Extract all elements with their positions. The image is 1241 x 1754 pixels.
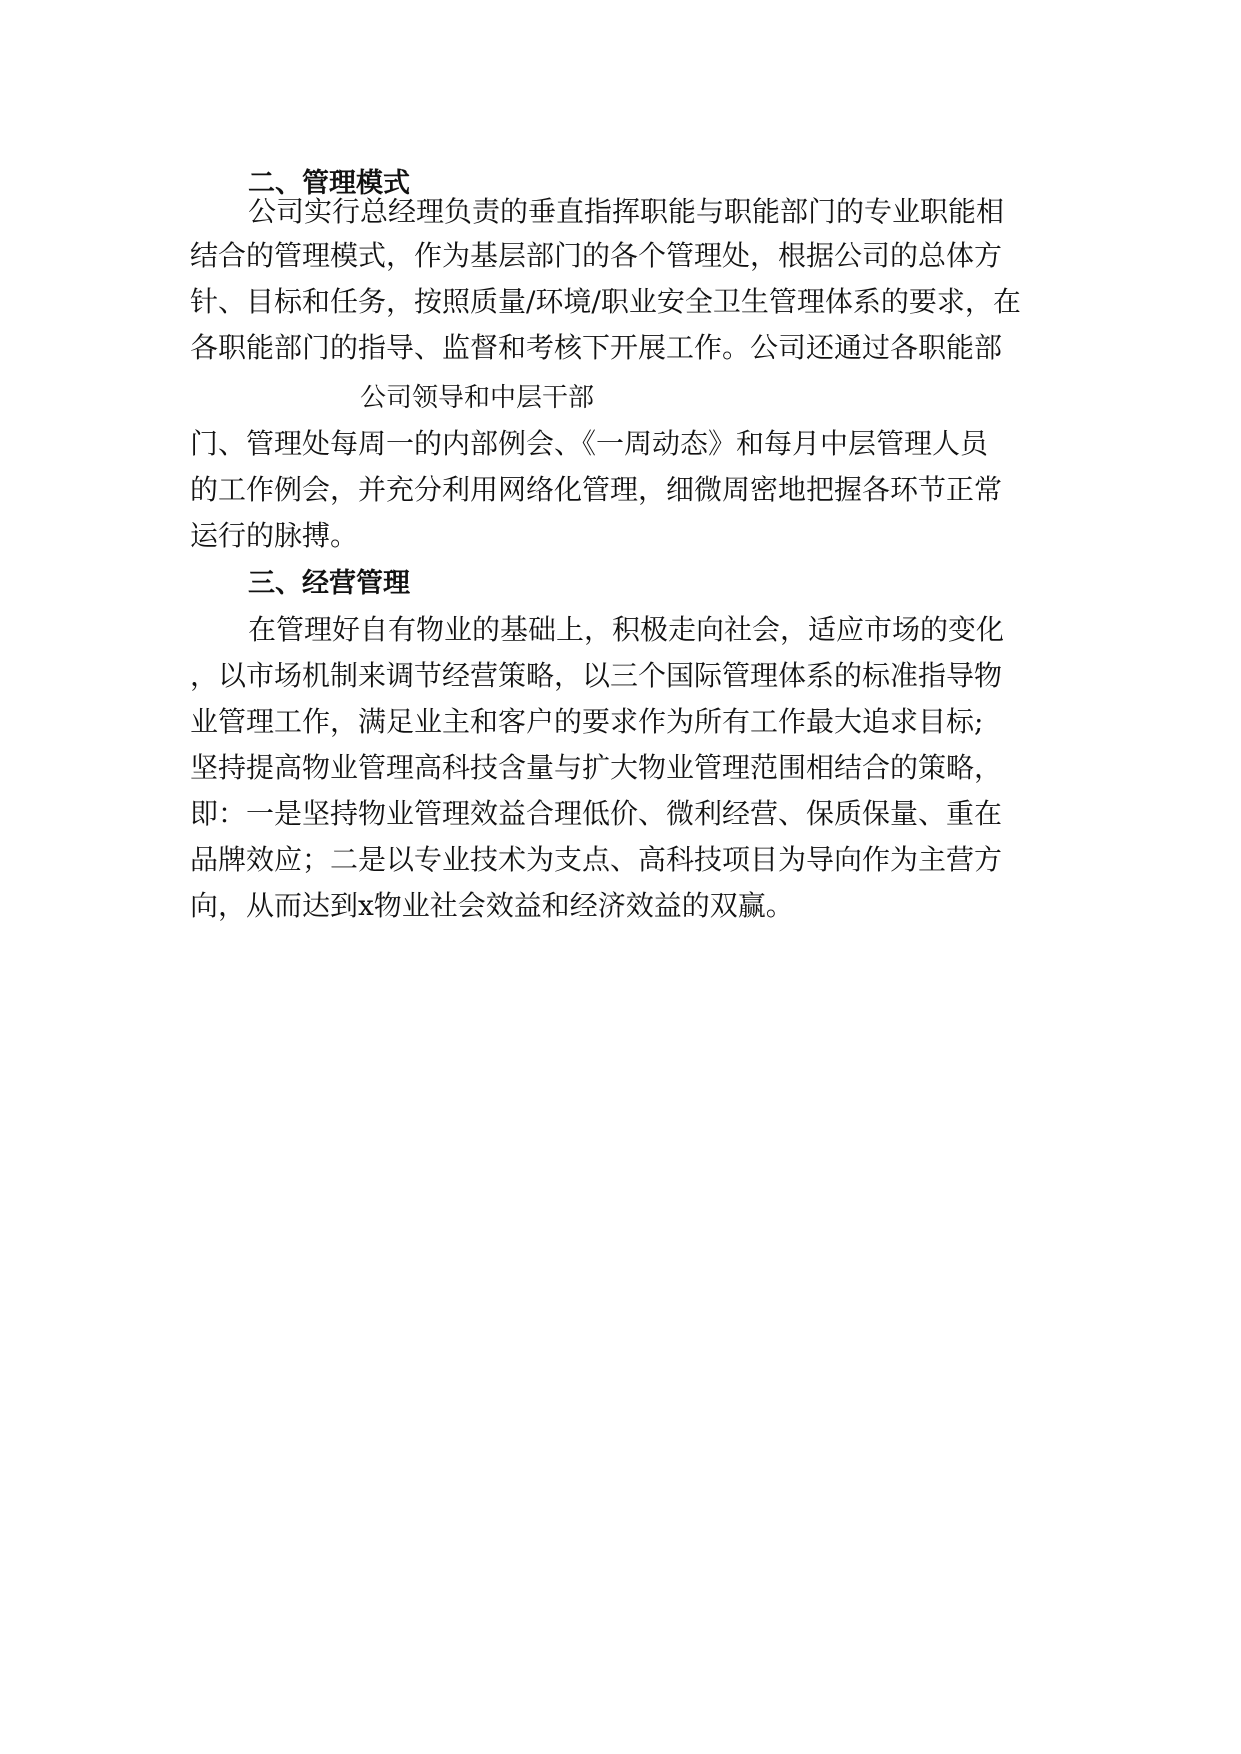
paragraph-line: 针、目标和任务，按照质量/环境/职业安全卫生管理体系的要求，在	[190, 285, 1021, 318]
paragraph-line: 的工作例会，并充分利用网络化管理，细微周密地把握各环节正常	[190, 473, 1003, 506]
paragraph-line: 即：一是坚持物业管理效益合理低价、微利经营、保质保量、重在	[190, 797, 1003, 830]
paragraph-line: 运行的脉搏。	[190, 519, 359, 552]
paragraph-line: 各职能部门的指导、监督和考核下开展工作。公司还通过各职能部	[190, 331, 1003, 364]
paragraph-line: ，以市场机制来调节经营策略，以三个国际管理体系的标准指导物	[190, 659, 1003, 692]
section-heading-business-management: 三、经营管理	[248, 568, 410, 599]
paragraph-line: 业管理工作，满足业主和客户的要求作为所有工作最大追求目标;	[190, 705, 984, 738]
paragraph-line: 品牌效应；二是以专业技术为支点、高科技项目为导向作为主营方	[190, 843, 1003, 876]
paragraph-line: 结合的管理模式，作为基层部门的各个管理处，根据公司的总体方	[190, 239, 1003, 272]
paragraph-line: 门、管理处每周一的内部例会、《一周动态》和每月中层管理人员	[190, 427, 989, 460]
paragraph-line: 向，从而达到x物业社会效益和经济效益的双赢。	[190, 889, 794, 922]
section-heading-management-mode: 二、管理模式	[248, 168, 410, 199]
paragraph-line: 在管理好自有物业的基础上，积极走向社会，适应市场的变化	[248, 613, 1005, 646]
photo-caption: 公司领导和中层干部	[360, 383, 595, 413]
paragraph-line: 坚持提高物业管理高科技含量与扩大物业管理范围相结合的策略，	[190, 751, 1003, 784]
paragraph-line: 公司实行总经理负责的垂直指挥职能与职能部门的专业职能相	[248, 195, 1005, 228]
